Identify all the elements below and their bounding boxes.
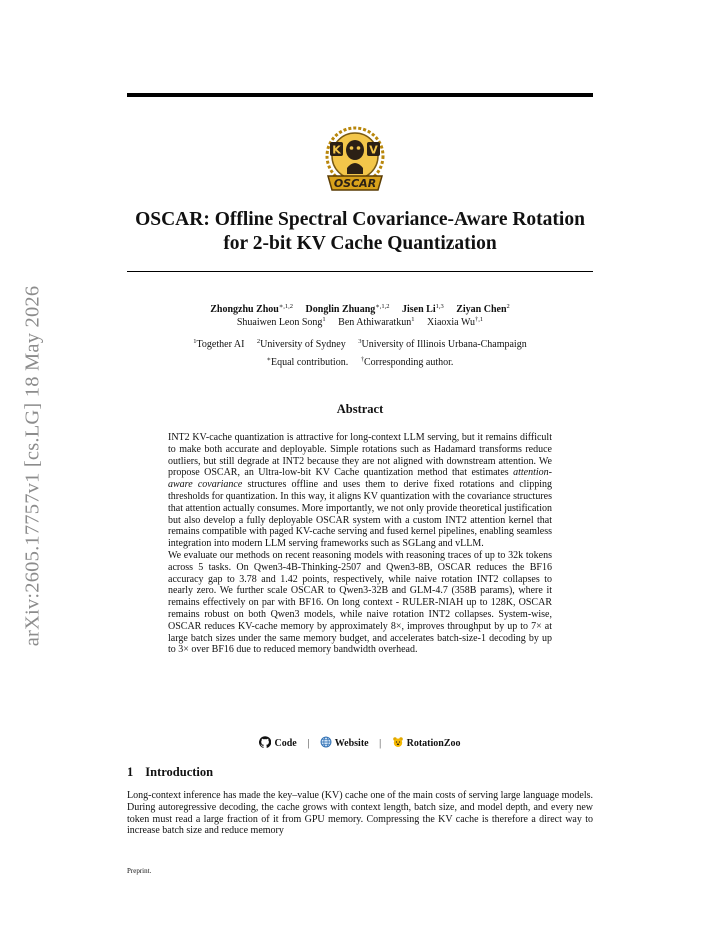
affiliation-mark: 1 bbox=[193, 338, 197, 345]
link-separator: | bbox=[379, 738, 382, 749]
title-rule bbox=[127, 271, 593, 272]
project-links bbox=[110, 736, 610, 749]
author-name: Ben Athiwaratkun bbox=[338, 317, 412, 328]
affiliation-mark: 2 bbox=[256, 338, 261, 345]
code-link-label: Code bbox=[274, 738, 297, 749]
svg-text:V: V bbox=[369, 143, 378, 157]
svg-text:K: K bbox=[332, 143, 341, 157]
abstract-paragraph-2: We evaluate our methods on recent reasoning models with reasoning traces of up to 32k tokens across 5 tasks. On Qwen3-4B-Thinking-2507 and Qwen3-8B, OSCAR reduces the BF16 accuracy gap to 3.78 and 1.42 points, respectively, while naive rotation INT2 collapses to nearly zero. We further scale OSCAR to Qwen3-32B and GLM-4.7 (358B params), where it remains effectively on par with BF16. On long context - RULER-NIAH up to 128K, OSCAR remains robust on both Qwen3 models, while naive rotation INT2 collapses. System-wise, OSCAR reduces KV-cache memory by approximately 8×, improves throughput by up to 7× at large batch sizes under the same memory budget, and accelerates batch-size-1 decoding by up to 3× over BF16 due to reduced memory bandwidth overhead. bbox=[168, 549, 552, 656]
author-row-2 bbox=[110, 316, 610, 329]
rotationzoo-link[interactable] bbox=[392, 738, 461, 749]
section-number: 1 bbox=[127, 765, 134, 779]
code-link[interactable] bbox=[259, 738, 299, 749]
website-link[interactable] bbox=[320, 738, 371, 749]
top-rule bbox=[127, 93, 593, 97]
author-marks: 1 bbox=[322, 316, 326, 323]
oscar-logo bbox=[316, 124, 394, 196]
title-line-1: OSCAR: Offline Spectral Covariance-Aware Rotation bbox=[135, 209, 585, 230]
author-list bbox=[110, 303, 610, 329]
link-separator: | bbox=[307, 738, 310, 749]
paper-title bbox=[110, 208, 610, 256]
affiliations bbox=[110, 339, 610, 350]
author-marks: ∗,1,2 bbox=[278, 303, 294, 310]
author-marks: ∗,1,2 bbox=[375, 303, 390, 310]
arxiv-stamp: arXiv:2605.17757v1 [cs.LG] 18 May 2026 bbox=[21, 285, 44, 647]
svg-text:OSCAR: OSCAR bbox=[333, 177, 377, 190]
affiliation-mark: 3 bbox=[358, 338, 362, 345]
author-name: Xiaoxia Wu bbox=[426, 317, 475, 328]
author-marks: †,1 bbox=[474, 316, 484, 323]
website-link-label: Website bbox=[334, 738, 369, 749]
author-name: Shuaiwen Leon Song bbox=[236, 317, 323, 328]
note-text: Corresponding author. bbox=[363, 357, 454, 368]
author-row-1 bbox=[110, 303, 610, 316]
note-text: Equal contribution. bbox=[271, 357, 349, 368]
abstract-paragraph-1: INT2 KV-cache quantization is attractive for long-context LLM serving, but it remains difficult to make both accurate and deployable. Simple rotations such as Hadamard transforms reduce outliers, but still degrade at INT2 because they are not aligned with downstream attention. We propose OSCAR, an Ultra-low-bit KV Cache quantization method that estimates attention-aware covariance structures offline and uses them to derive fixed rotations and clipping thresholds for quantization. In this way, it aligns KV quantization with the covariance structures that attention actually consumes. More importantly, we not only provide theoretical justification but also develop a fully deployable OSCAR system with a custom INT2 attention kernel that remains compatible with paged KV-cache serving and fused kernel pipelines, enabling seamless integration into modern LLM serving frameworks such as SGLang and vLLM. bbox=[168, 432, 552, 550]
github-icon bbox=[259, 736, 271, 748]
author-name: Zhongzhu Zhou bbox=[210, 304, 279, 315]
author-marks: 1,3 bbox=[435, 303, 444, 310]
affiliation-name: Together AI bbox=[196, 339, 245, 350]
rotationzoo-link-label: RotationZoo bbox=[406, 738, 461, 749]
affiliation-name: University of Illinois Urbana-Champaign bbox=[361, 339, 527, 350]
intro-paragraph: Long-context inference has made the key–value (KV) cache one of the main costs of serving large language models. During autoregressive decoding, the cache grows with context length, batch size, and model depth, and every new token must read a large fraction of it from GPU memory. Compressing the KV cache is therefore a direct way to increase batch size and reduce memory bbox=[127, 790, 593, 837]
author-name: Ziyan Chen bbox=[456, 304, 507, 315]
abstract-heading: Abstract bbox=[336, 402, 384, 416]
rotationzoo-icon bbox=[392, 736, 404, 748]
footer-note: Preprint. bbox=[127, 867, 152, 875]
author-marks: 2 bbox=[506, 303, 510, 310]
title-line-2: for 2-bit KV Cache Quantization bbox=[223, 233, 497, 254]
note-mark: † bbox=[360, 356, 364, 363]
abstract-emphasis: attention-aware covariance bbox=[168, 467, 552, 491]
globe-icon bbox=[320, 736, 332, 748]
note-mark: ∗ bbox=[266, 356, 271, 363]
author-marks: 1 bbox=[411, 316, 415, 323]
abstract-body bbox=[168, 432, 552, 656]
author-name: Jisen Li bbox=[401, 304, 436, 315]
section-title: Introduction bbox=[145, 765, 214, 779]
contribution-notes bbox=[110, 357, 610, 368]
affiliation-name: University of Sydney bbox=[260, 339, 346, 350]
author-name: Donglin Zhuang bbox=[305, 304, 376, 315]
section-heading bbox=[127, 765, 213, 780]
